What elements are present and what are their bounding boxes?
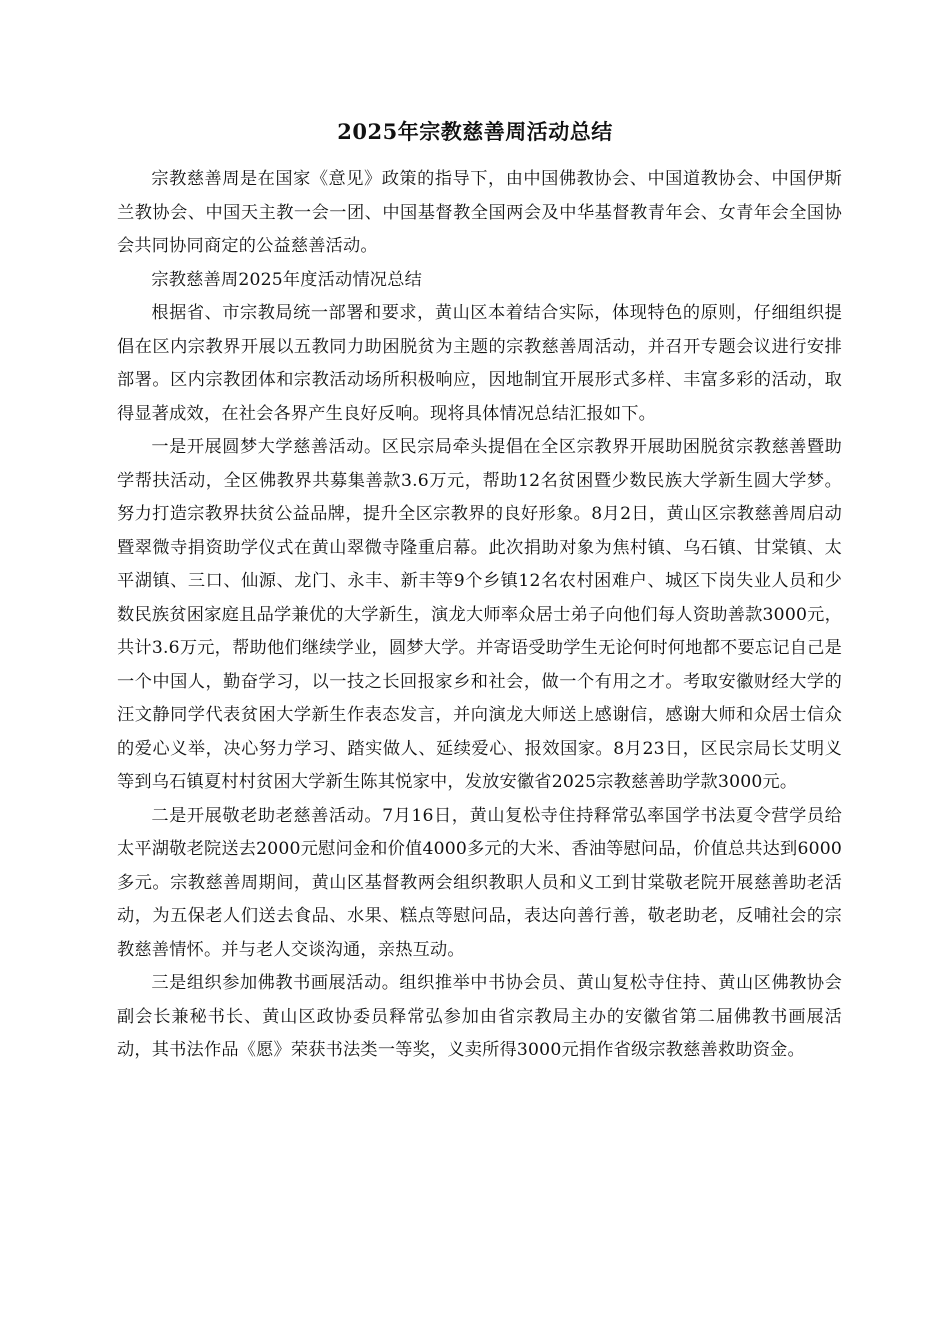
- paragraph-intro: 宗教慈善周是在国家《意见》政策的指导下，由中国佛教协会、中国道教协会、中国伊斯兰教协会、中国天主教一会一团、中国基督教全国两会及中华基督教青年会、女青年会全国协会共同协同商定的公益慈善活动。: [117, 169, 842, 256]
- paragraph-overview: 根据省、市宗教局统一部署和要求，黄山区本着结合实际，体现特色的原则，仔细组织提倡在区内宗教界开展以五教同力助困脱贫为主题的宗教慈善周活动，并召开专题会议进行安排部署。区内宗教团体和宗教活动场所积极响应，因地制宜开展形式多样、丰富多彩的活动，取得显著成效，在社会各界产生良好反响。现将具体情况总结汇报如下。: [117, 303, 842, 424]
- document-title: 2025年宗教慈善周活动总结: [337, 119, 613, 144]
- paragraph-third-activity: 三是组织参加佛教书画展活动。组织推举中书协会员、黄山复松寺住持、黄山区佛教协会副会长兼秘书长、黄山区政协委员释常弘参加由省宗教局主办的安徽省第二届佛教书画展活动，其书法作品《愿》荣获书法类一等奖，义卖所得3000元捐作省级宗教慈善救助资金。: [117, 973, 842, 1060]
- document-body: [117, 163, 842, 1068]
- paragraph-subheading: 宗教慈善周2025年度活动情况总结: [151, 269, 422, 290]
- paragraph-second-activity: 二是开展敬老助老慈善活动。7月16日，黄山复松寺住持释常弘率国学书法夏令营学员给太平湖敬老院送去2000元慰问金和价值4000多元的大米、香油等慰问品，价值总共达到6000多元。宗教慈善周期间，黄山区基督教两会组织教职人员和义工到甘棠敬老院开展慈善助老活动，为五保老人们送去食品、水果、糕点等慰问品，表达向善行善，敬老助老，反哺社会的宗教慈善情怀。并与老人交谈沟通，亲热互动。: [117, 805, 842, 960]
- paragraph-first-activity: 一是开展圆梦大学慈善活动。区民宗局牵头提倡在全区宗教界开展助困脱贫宗教慈善暨助学帮扶活动，全区佛教界共募集善款3.6万元，帮助12名贫困暨少数民族大学新生圆大学梦。努力打造宗教界扶贫公益品牌，提升全区宗教界的良好形象。8月2日，黄山区宗教慈善周启动暨翠微寺捐资助学仪式在黄山翠微寺隆重启幕。此次捐助对象为焦村镇、乌石镇、甘棠镇、太平湖镇、三口、仙源、龙门、永丰、新丰等9个乡镇12名农村困难户、城区下岗失业人员和少数民族贫困家庭且品学兼优的大学新生，演龙大师率众居士弟子向他们每人资助善款3000元，共计3.6万元，帮助他们继续学业，圆梦大学。并寄语受助学生无论何时何地都不要忘记自己是一个中国人，勤奋学习，以一技之长回报家乡和社会，做一个有用之才。考取安徽财经大学的汪文静同学代表贫困大学新生作表态发言，并向演龙大师送上感谢信，感谢大师和众居士信众的爱心义举，决心努力学习、踏实做人、延续爱心、报效国家。8月23日，区民宗局长艾明义等到乌石镇夏村村贫困大学新生陈其悦家中，发放安徽省2025宗教慈善助学款3000元。: [117, 437, 842, 792]
